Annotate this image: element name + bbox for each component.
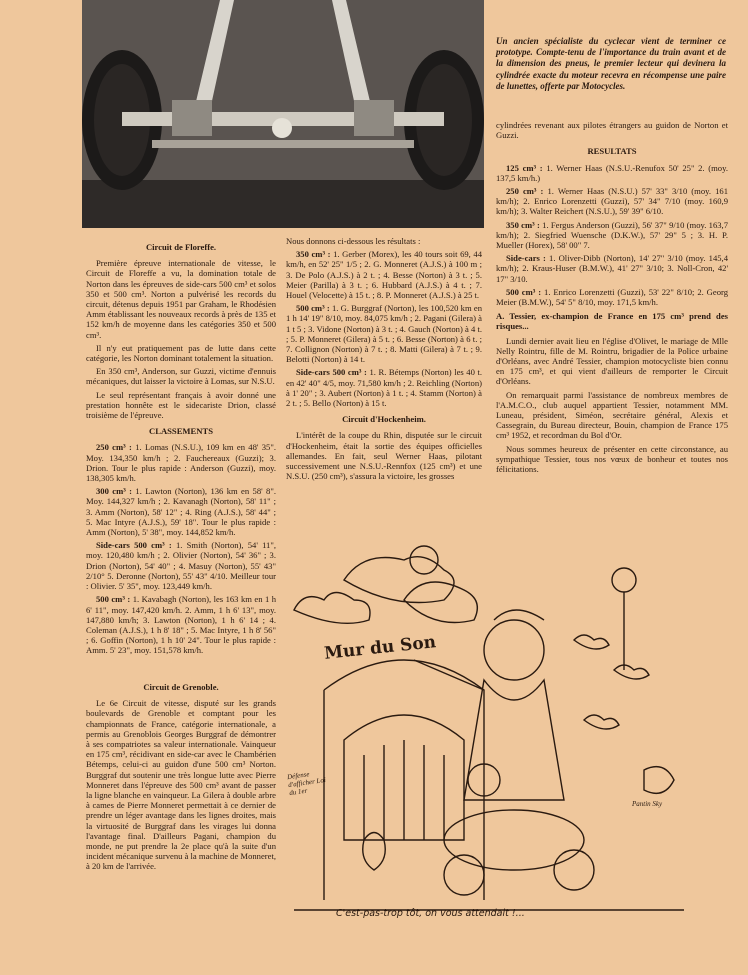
- r300-label: 300 cm³ :: [96, 486, 133, 497]
- gsc-label: Side-cars 500 cm³ :: [296, 367, 367, 378]
- h500-text: 1. Enrico Lorenzetti (Guzzi), 53' 22" 8/10; 2. Georg Meier (B.M.W.), 54' 5" 8/10, moy. 171,5 km/h.: [496, 286, 728, 308]
- r250-text: 1. Lomas (N.S.U.), 109 km en 48' 35". Moy. 134,350 km/h ; 2. Fauchereaux (Guzzi); 3. Drion. Tour le plus rapide : Anderson (Guzzi), moy. 138,305 km/h.: [86, 442, 276, 484]
- hockenheim-title: Circuit d'Hockenheim.: [342, 414, 426, 425]
- classements-title: CLASSEMENTS: [149, 426, 213, 437]
- g350-text: 1. Gerber (Morex), les 40 tours soit 69, 44 km/h, en 52' 25" 1/5 ; 2. G. Monneret (A.J.S.) à 100 m ; 3. De Polo (A.J.S.) à 2 t. ; 4. Besse (Norton) à 3 t. ; 5. Meier (Parilla) à 3 t. ; 6. Hubbard (A.J.S.) à 4 t. ; 7. Houel (Velocette) à 15 t. ; 8. P. Monneret (A.J.S.) à 25 t.: [286, 249, 482, 301]
- gsc-text: 1. R. Bétemps (Norton) les 40 t. en 42' 40" 4/5, moy. 71,580 km/h ; 2. Reichling (Norton) à 1' 20" ; 3. Aubert (Norton) à 1 t. ; 4. Stamm (Norton) à 2 t. ; 5. Bello (Norton) à 15 t.: [286, 367, 482, 409]
- h350-text: 1. Fergus Anderson (Guzzi), 56' 37" 9/10 (moy. 163,7 km/h); 2. Siegfried Wuensche (D.K.W.), 57' 29" 5 ; 3. H. P. Mueller (Horex), 58' 00" 7.: [496, 219, 728, 251]
- cartoon-caption: C'est-pas-trop tôt, on vous attendait !...: [336, 908, 525, 919]
- floreffe-p2: Il n'y eut pratiquement pas de lutte dans cette catégorie, les Norton dominant totalement la situation.: [86, 342, 276, 364]
- chassis-photo-icon: [82, 0, 484, 228]
- column-floreffe: [86, 236, 276, 659]
- floreffe-p1: Première épreuve internationale de vitesse, le Circuit de Floreffe a vu, la domination totale de Norton dans les épreuves de side-cars 500 cm³ et solos 350 et 500 cm³. Norton a pulvérisé les records du circuit, détenus depuis 1951 par Graham, le Rhodésien Amm établissant les nouveaux records à près de 135 et 152 km/h de moyenne dans les catégories 350 et 500 cm³.: [86, 258, 276, 340]
- hock-cont: cylindrées revenant aux pilotes étrangers au guidon de Norton et Guzzi.: [496, 120, 728, 141]
- resultats-title: RESULTATS: [587, 146, 637, 157]
- h500-label: 500 cm³ :: [506, 286, 542, 297]
- g500-label: 500 cm³ :: [296, 303, 330, 314]
- h350-label: 350 cm³ :: [506, 219, 540, 230]
- chassis-photo: [82, 0, 484, 228]
- h125-label: 125 cm³ :: [506, 162, 543, 173]
- grenoble-p1: Le 6e Circuit de vitesse, disputé sur les grands boulevards de Grenoble et comptant pour les championnats de France, catégorie internationale, a permis au Grenoblois Georges Burggraf de démontrer à ses compatriotes sa valeur internationale. Vainqueur en 175 cm³, récidivant en side-car avec le Chambérien Bétemps, celui-ci au guidon d'une 500 cm³ Norton. Burggraf dut soutenir une très longue lutte avec Pierre Monneret dans l'épreuve des 500 cm³ avant de passer la ligne blanche en vainqueur. La Gilera à double arbre à cames de Pierre Monneret permettait à ce dernier de prendre un léger avantage dans les lignes droites, mais la virtuosité de Burggraf dans les virages lui donna l'avantage final. D'ailleurs Pagani, champion du monde, ne put prendre la 2e place qu'à la suite d'un incident mécanique survenu à la machine de Monneret, à 20 km de l'arrivée.: [86, 698, 276, 872]
- hsc-text: 1. Oliver-Dibb (Norton), 14' 27" 3/10 (moy. 145,4 km/h); 2. Kraus-Huser (B.M.W.), 41' 27" 3/10; 3. Noll-Cron, 42' 17" 3/10.: [496, 253, 729, 284]
- hockenheim-p: L'intérêt de la coupe du Rhin, disputée sur le circuit d'Hockenheim, était la sortie des équipes officielles allemandes. En fait, seul Werner Haas, pilotant successivement une N.S.U.-Rennfox (125 cm³) et une N.S.U. (250 cm³), s'assura la victoire, les grosses: [286, 430, 482, 482]
- column-grenoble: [86, 676, 276, 875]
- tessier-title: A. Tessier, ex-champion de France en 175 cm³ prend des risques...: [496, 311, 728, 332]
- floreffe-p4: Le seul représentant français à avoir donné une prestation honnête est le sidecariste Drion, classé troisième de l'épreuve.: [86, 389, 276, 421]
- h250-text: 1. Werner Haas (N.S.U.) 57' 33" 3/10 (moy. 161 km/h); 2. Enrico Lorenzetti (Guzzi), 57' 34" 7/10 (moy. 160,9 km/h); 3. Walter Reichert (N.S.U.), 59' 39" 6/10.: [496, 186, 728, 217]
- floreffe-p3: En 350 cm³, Anderson, sur Guzzi, victime d'ennuis mécaniques, dut laisser la victoire à Lomas, sur N.S.U.: [86, 366, 276, 387]
- tessier-p1: Lundi dernier avait lieu en l'église d'Olivet, le mariage de Mlle Nelly Rointru, fille de M. Rointru, brigadier de la Police urbaine d'Orléans, avec André Tessier, champion motocycliste bien connu en 175 cm³, et qui vient d'ailleurs de remporter le Circuit d'Orléans.: [496, 335, 728, 387]
- wall-sign: Mur du Son: [323, 632, 437, 664]
- tessier-p2: On remarquait parmi l'assistance de nombreux membres de l'A.M.C.O., club auquel appartient Tessier, notamment MM. Luneau, président, Siméon, secrétaire général, Alexis et Cassegrain, du Bureau directeur, Bouin, champion de France 175 cm³ 1952, et recordman du Bol d'Or.: [496, 389, 728, 441]
- hsc-label: Side-cars :: [506, 253, 546, 264]
- g350-label: 350 cm³ :: [296, 249, 331, 260]
- rsc-text: 1. Smith (Norton), 54' 11", moy. 120,480 km/h ; 2. Olivier (Norton), 54' 36" ; 3. Drion (Norton), 54' 40" ; 4. Masuy (Norton), 55' 43" 2/10° 5. Deronne (Norton), 55' 43" 4/10. Meilleur tour : Olivier. 5' 35", moy. 123,449 km/h.: [86, 540, 276, 592]
- cartoon-drawing-icon: [284, 540, 694, 960]
- results-lead: Nous donnons ci-dessous les résultats :: [286, 236, 421, 246]
- tank-label: Pantin Sky: [632, 800, 663, 808]
- r500-text: 1. Kavabagh (Norton), les 163 km en 1 h 6' 11", moy. 147,420 km/h. 2. Amm, 1 h 6' 13", moy. 147,880 km/h; 3. Lawton (Norton), 1 h 6' 14 ; 4. Coleman (A.J.S.), 1 h 8' 18" ; 5. Mac Intyre, 1 h 8' 56" ; 6. Goffin (Norton), 1 h 10' 24". Tour le plus rapide : Amm. 5' 23", moy. 151,578 km/h.: [86, 594, 277, 656]
- floreffe-title: Circuit de Floreffe.: [145, 242, 217, 252]
- rsc-label: Side-cars 500 cm³ :: [96, 540, 172, 551]
- r500-label: 500 cm³ :: [96, 594, 131, 605]
- h250-label: 250 cm³ :: [506, 186, 544, 197]
- r250-label: 250 cm³ :: [96, 442, 132, 453]
- poster-note: Défense d'afficher Loi du 1er: [286, 770, 327, 798]
- r300-text: 1. Lawton (Norton), 136 km en 58' 8". Moy. 144,327 km/h ; 2. Kavanagh (Norton), 58' 11" ; 3. Amm (Norton), 58' 12" ; 4. Ring (A.J.S.), 58' 44" ; 5. Mac Intyre (A.J.S.), 59' 18". Tour le plus rapide : Amm (Norton), 5' 38", moy. 144,852 km/h.: [86, 486, 276, 538]
- intro-note: Un ancien spécialiste du cyclecar vient de terminer ce prototype. Compte-tenu de l'importance du train avant et de la dimension des pneus, le premier lecteur qui devinera la cylindrée exacte du moteur recevra en récompense une paire de lunettes, offerte par Motocycles.: [496, 36, 726, 91]
- cartoon-illustration: [284, 540, 694, 960]
- column-hockenheim-results: [496, 120, 728, 477]
- grenoble-title: Circuit de Grenoble.: [143, 682, 219, 692]
- column-results-grenoble: [286, 236, 482, 484]
- g500-text: 1. G. Burggraf (Norton), les 100,520 km en 1 h 14' 19" 8/10, moy. 84,075 km/h ; 2. Pagani (Gilera) à 1 t 5 ; 3. Vidone (Norton) à 3 t. ; 4. Gauch (Norton) à 4 t. ; 5. P. Monneret (Gilera) à 5 t. ; 6. Besse (Norton) à 6 t. ; 7. Collignon (Norton) à 7 t. ; 8. Matti (Gilera) à 7 t. ; 9. Belotti (Norton) à 14 t.: [286, 303, 482, 365]
- tessier-p3: Nous sommes heureux de présenter en cette circonstance, au sympathique Tessier, tous nos vœux de bonheur et toutes nos félicitations.: [496, 443, 728, 475]
- h125-text: 1. Werner Haas (N.S.U.-Renufox 50' 25" 2. (moy. 137,5 km/h.): [496, 162, 728, 183]
